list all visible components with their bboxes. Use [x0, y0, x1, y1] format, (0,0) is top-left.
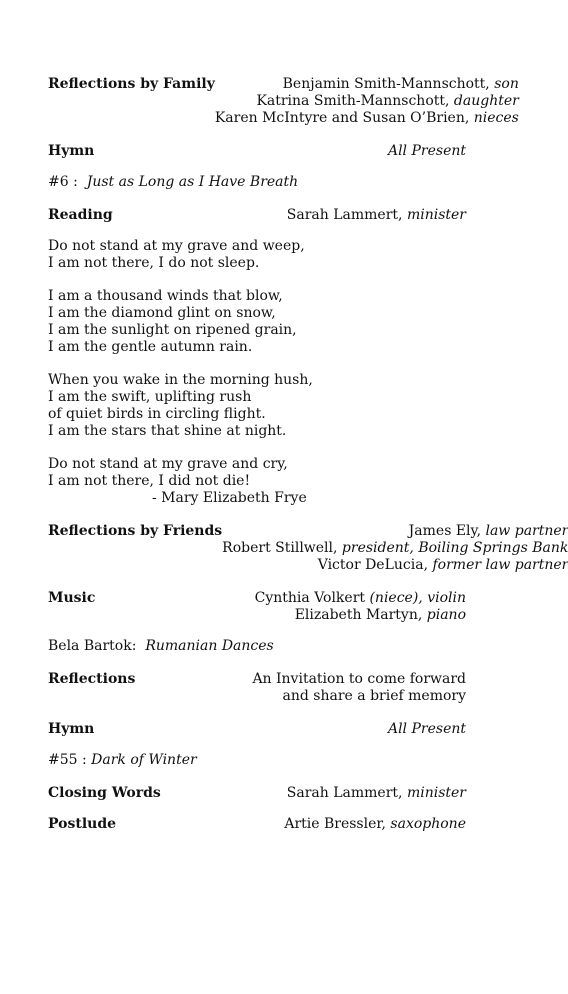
- closing-words-heading: Closing Words: [48, 785, 161, 801]
- speaker-line: Robert Stillwell, president, Boiling Springs Bank: [222, 540, 568, 556]
- family-reflections-heading: Reflections by Family: [48, 76, 215, 92]
- open-reflections-heading: Reflections: [48, 671, 136, 687]
- reading-section: [48, 207, 466, 224]
- performer-line: Cynthia Volkert (niece), violin: [254, 590, 466, 606]
- music-performers: [255, 590, 466, 624]
- open-reflections-section: [48, 671, 466, 705]
- reading-heading: Reading: [48, 207, 113, 223]
- postlude-heading: Postlude: [48, 816, 117, 832]
- memorial-program: [48, 76, 568, 833]
- speaker-line: James Ely, law partner: [408, 523, 568, 539]
- friend-speakers: [222, 523, 568, 574]
- performer-line: Elizabeth Martyn, piano: [294, 607, 466, 623]
- poem-stanza: Do not stand at my grave and cry, I am not there, I did not die! - Mary Elizabeth Frye: [48, 456, 466, 507]
- poem-stanza: When you wake in the morning hush, I am the swift, uplifting rush of quiet birds in circling flight. I am the stars that shine at night.: [48, 372, 313, 439]
- hymn-section: [48, 721, 466, 738]
- postlude-performer: Artie Bressler, saxophone: [284, 816, 466, 832]
- postlude-section: [48, 816, 466, 833]
- speaker-line: Karen McIntyre and Susan O’Brien, nieces: [214, 110, 519, 126]
- hymn-title-line: #55 : Dark of Winter: [48, 752, 197, 768]
- hymn-performer: All Present: [387, 721, 466, 737]
- family-reflections-section: [48, 76, 519, 127]
- hymn-heading: Hymn: [48, 721, 95, 737]
- closing-speaker: Sarah Lammert, minister: [286, 785, 466, 801]
- family-speakers: [215, 76, 519, 127]
- poem-stanza: I am a thousand winds that blow, I am the diamond glint on snow, I am the sunlight on ripened grain, I am the gentle autumn rain.: [48, 288, 297, 355]
- reading-speaker: Sarah Lammert, minister: [286, 207, 466, 223]
- hymn-section: [48, 143, 466, 160]
- hymn-title-line: #6 : Just as Long as I Have Breath: [48, 174, 299, 190]
- friends-reflections-heading: Reflections by Friends: [48, 523, 223, 539]
- closing-words-section: [48, 785, 466, 802]
- friends-reflections-section: [48, 523, 568, 574]
- poem-stanza: Do not stand at my grave and weep, I am not there, I do not sleep.: [48, 238, 305, 271]
- speaker-line: Benjamin Smith-Mannschott, son: [282, 76, 519, 92]
- music-heading: Music: [48, 590, 96, 606]
- speaker-line: Victor DeLucia, former law partner: [317, 557, 568, 573]
- speaker-line: Katrina Smith-Mannschott, daughter: [256, 93, 519, 109]
- poem-attribution: - Mary Elizabeth Frye: [152, 490, 307, 506]
- music-piece-line: Bela Bartok: Rumanian Dances: [48, 638, 274, 654]
- hymn-performer: All Present: [387, 143, 466, 159]
- hymn-heading: Hymn: [48, 143, 95, 159]
- open-reflections-note: An Invitation to come forward and share a brief memory: [252, 671, 466, 704]
- music-section: [48, 590, 466, 624]
